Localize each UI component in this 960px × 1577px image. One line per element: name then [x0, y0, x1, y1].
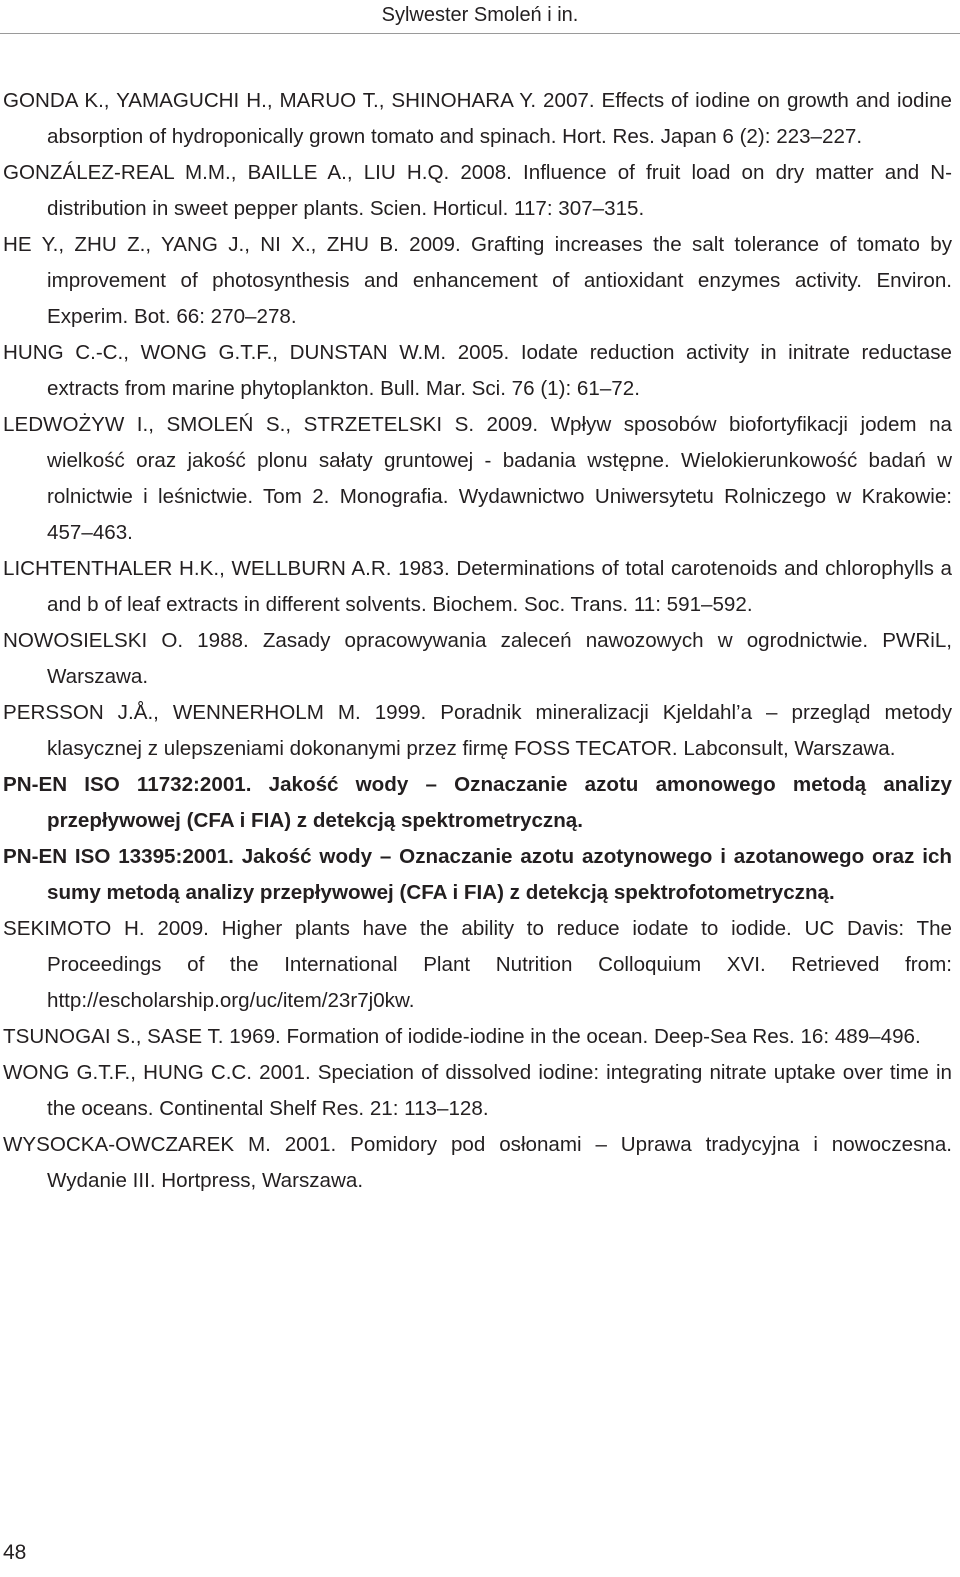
reference-item: HE Y., ZHU Z., YANG J., NI X., ZHU B. 2009. Grafting increases the salt tolerance of tomato by improvement of photosynthesis and enhancement of antioxidant enzymes activity. Environ. Experim. Bot. 66: 270–278.	[3, 233, 952, 328]
reference-item: SEKIMOTO H. 2009. Higher plants have the ability to reduce iodate to iodide. UC Davis: The Proceedings of the International Plant Nutrition Colloquium XVI. Retrieved from: http://escholarship.org/uc/item/23r7j0kw.	[3, 917, 952, 1012]
reference-item: WYSOCKA-OWCZAREK M. 2001. Pomidory pod osłonami – Uprawa tradycyjna i nowoczesna. Wydanie III. Hortpress, Warszawa.	[3, 1133, 952, 1192]
reference-item: WONG G.T.F., HUNG C.C. 2001. Speciation of dissolved iodine: integrating nitrate uptake over time in the oceans. Continental Shelf Res. 21: 113–128.	[3, 1061, 952, 1120]
reference-item: GONZÁLEZ-REAL M.M., BAILLE A., LIU H.Q. 2008. Influence of fruit load on dry matter and N-distribution in sweet pepper plants. Scien. Horticul. 117: 307–315.	[3, 161, 952, 220]
reference-item: HUNG C.-C., WONG G.T.F., DUNSTAN W.M. 2005. Iodate reduction activity in initrate reductase extracts from marine phytoplankton. Bull. Mar. Sci. 76 (1): 61–72.	[3, 341, 952, 400]
reference-list	[3, 83, 952, 1199]
header-divider	[0, 33, 960, 34]
reference-item: LICHTENTHALER H.K., WELLBURN A.R. 1983. Determinations of total carotenoids and chlorophylls a and b of leaf extracts in different solvents. Biochem. Soc. Trans. 11: 591–592.	[3, 557, 952, 616]
reference-item: NOWOSIELSKI O. 1988. Zasady opracowywania zaleceń nawozowych w ogrodnictwie. PWRiL, Warszawa.	[3, 629, 952, 688]
reference-item: LEDWOŻYW I., SMOLEŃ S., STRZETELSKI S. 2009. Wpływ sposobów biofortyfikacji jodem na wielkość oraz jakość plonu sałaty gruntowej - badania wstępne. Wielokierunkowość badań w rolnictwie i leśnictwie. Tom 2. Monografia. Wydawnictwo Uniwersytetu Rolniczego w Krakowie: 457–463.	[3, 413, 952, 544]
reference-item: PN-EN ISO 13395:2001. Jakość wody – Oznaczanie azotu azotynowego i azotanowego oraz ich sumy metodą analizy przepływowej (CFA i FIA) z detekcją spektrofotometryczną.	[3, 845, 952, 904]
reference-item: PERSSON J.Å., WENNERHOLM M. 1999. Poradnik mineralizacji Kjeldahl’a – przegląd metody klasycznej z ulepszeniami dokonanymi przez firmę FOSS TECATOR. Labconsult, Warszawa.	[3, 701, 952, 760]
running-head: Sylwester Smoleń i in.	[381, 4, 579, 26]
reference-item: PN-EN ISO 11732:2001. Jakość wody – Oznaczanie azotu amonowego metodą analizy przepływowej (CFA i FIA) z detekcją spektrometryczną.	[3, 773, 952, 832]
page-number: 48	[3, 1541, 27, 1564]
reference-item: TSUNOGAI S., SASE T. 1969. Formation of iodide-iodine in the ocean. Deep-Sea Res. 16: 489–496.	[3, 1025, 921, 1048]
reference-item: GONDA K., YAMAGUCHI H., MARUO T., SHINOHARA Y. 2007. Effects of iodine on growth and iodine absorption of hydroponically grown tomato and spinach. Hort. Res. Japan 6 (2): 223–227.	[3, 89, 952, 148]
